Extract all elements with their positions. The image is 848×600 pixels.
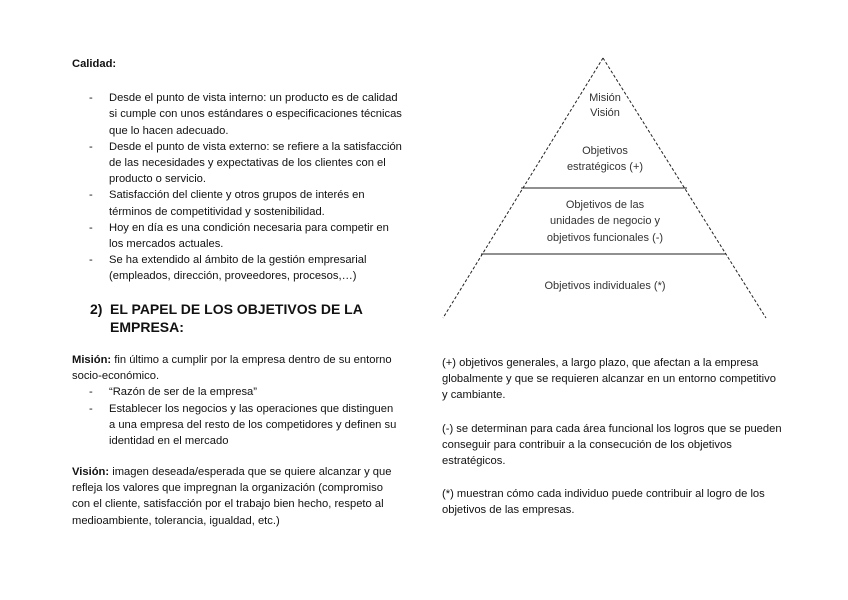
mision-block	[72, 352, 402, 449]
list-item: - Hoy en día es una condición necesaria para competir en los mercados actuales.	[72, 220, 402, 252]
pyramid-level4-line1: Objetivos individuales (*)	[544, 280, 666, 292]
vision-block	[72, 464, 402, 529]
section-title: EL PAPEL DE LOS OBJETIVOS DE LA EMPRESA:	[110, 301, 363, 335]
note-plus: (+) objetivos generales, a largo plazo, que afectan a la empresa globalmente y que se requieren alcanzar en un entorno competitivo y cambiante.	[442, 357, 776, 402]
vision-text: imagen deseada/esperada que se quiere alcanzar y que refleja los valores que impregnan la organización (compromiso con el cliente, satisfacción por el trabajo bien hecho, respeto al medioambiente, tolerancia, igualdad, etc.)	[72, 466, 392, 527]
pyramid-level3-line2: unidades de negocio y	[549, 215, 661, 227]
pyramid-level1-line1: Misión	[589, 92, 621, 104]
pyramid-level2-line1: Objetivos	[582, 145, 628, 157]
mision-list	[72, 384, 402, 449]
note-asterisk: (*) muestran cómo cada individuo puede contribuir al logro de los objetivos de las empresas.	[442, 488, 765, 517]
calidad-heading: Calidad:	[72, 58, 117, 70]
list-item: - Se ha extendido al ámbito de la gestión empresarial (empleados, dirección, proveedores, procesos,…)	[72, 252, 402, 284]
list-item: - Desde el punto de vista interno: un producto es de calidad si cumple con unos estándares o especificaciones técnicas que lo hacen adecuado.	[72, 90, 402, 139]
pyramid-level2-line2: estratégicos (+)	[566, 161, 644, 173]
list-item: - Establecer los negocios y las operaciones que distinguen a una empresa del resto de los competidores y definen su identidad en el mercado	[72, 401, 402, 450]
mision-text: fin último a cumplir por la empresa dentro de su entorno socio-económico.	[72, 354, 392, 383]
list-item: - Satisfacción del cliente y otros grupos de interés en términos de competitividad y sostenibilidad.	[72, 187, 402, 219]
section-number: 2)	[90, 301, 103, 317]
pyramid-level3-line1: Objetivos de las	[565, 199, 645, 211]
mision-paragraph	[72, 352, 402, 384]
mision-label: Misión:	[72, 354, 112, 366]
section-heading	[90, 300, 390, 336]
list-item: - “Razón de ser de la empresa”	[72, 384, 402, 400]
calidad-list	[72, 90, 402, 284]
note-minus: (-) se determinan para cada área funcional los logros que se pueden conseguir para contribuir a la consecución de los objetivos estratégicos.	[442, 422, 782, 468]
vision-label: Visión:	[72, 466, 110, 478]
calidad-section	[72, 56, 402, 285]
pyramid-level3-line3: objetivos funcionales (-)	[546, 232, 664, 244]
objectives-pyramid	[440, 55, 770, 320]
pyramid-notes	[442, 355, 782, 536]
list-item: - Desde el punto de vista externo: se refiere a la satisfacción de las necesidades y expectativas de los clientes con el producto o servicio.	[72, 139, 402, 188]
pyramid-level1-line2: Visión	[590, 107, 620, 119]
